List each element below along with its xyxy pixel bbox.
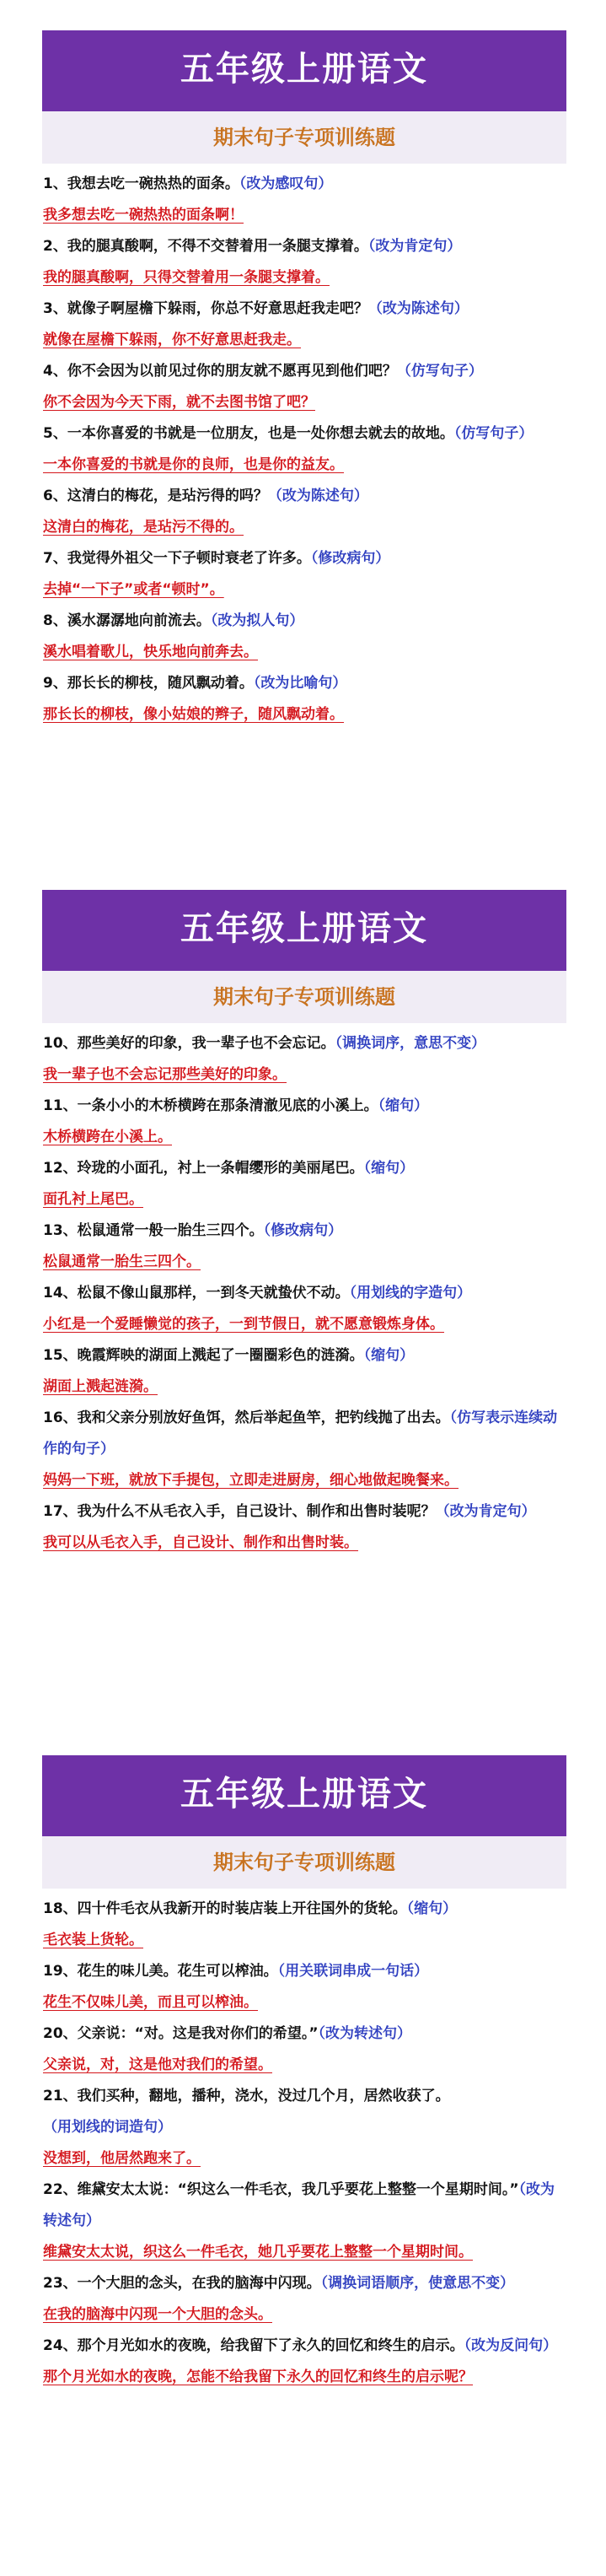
answer (43, 2299, 567, 2331)
question (43, 606, 567, 637)
question-instruction: （仿写句子） (396, 363, 483, 380)
question-text: 17、我为什么不从毛衣入手，自己设计、制作和出售时装呢？ (43, 1503, 436, 1520)
question-instruction: （改为肯定句） (367, 238, 462, 255)
section-subtitle: 期末句子专项训练题 (42, 111, 566, 164)
question (43, 1894, 567, 1925)
question-text: 4、你不会因为以前见过你的朋友就不愿再见到他们吧？ (43, 363, 397, 380)
question-instruction: （修改病句） (310, 550, 390, 567)
question-text: 22、维黛安太太说：“织这么一件毛衣，我几乎要花上整整一个星期时间。” (43, 2181, 519, 2198)
answer-text: 我一辈子也不会忘记那些美好的印象。 (43, 1066, 287, 1083)
question-instruction: （缩句） (406, 1900, 458, 1917)
answer (43, 699, 567, 730)
answer (43, 1122, 567, 1153)
answer-text: 面孔衬上尾巴。 (43, 1191, 143, 1208)
question-instruction: （改为比喻句） (253, 675, 347, 692)
question-instruction: （调换词语顺序，使意思不变） (320, 2275, 515, 2292)
banner-title: 五年级上册语文 (180, 909, 428, 948)
question-text: 1、我想去吃一碗热热的面条。 (43, 175, 239, 192)
question-instruction: （调换词序，意思不变） (335, 1035, 486, 1052)
question (43, 1340, 567, 1372)
answer-text: 湖面上溅起涟漪。 (43, 1378, 158, 1395)
question (43, 1956, 567, 1987)
question-text: 6、这清白的梅花，是玷污得的吗？ (43, 488, 268, 504)
question-text: 2、我的腿真酸啊，不得不交替着用一条腿支撑着。 (43, 238, 368, 255)
question (43, 231, 567, 262)
question-instruction: （缩句） (378, 1097, 429, 1114)
question (43, 481, 567, 512)
answer (43, 2050, 567, 2081)
question-instruction: （仿写表示连续动作的句子） (43, 1409, 558, 1458)
question-instruction: （改为反问句） (464, 2337, 558, 2354)
exercise-list (43, 1028, 567, 1559)
question (43, 356, 567, 387)
question-instruction: （改为陈述句） (267, 488, 368, 504)
answer (43, 574, 567, 606)
question-text: 24、那个月光如水的夜晚，给我留下了永久的回忆和终生的启示。 (43, 2337, 464, 2354)
answer-text: 溪水唱着歌儿，快乐地向前奔去。 (43, 644, 258, 660)
answer (43, 325, 567, 356)
answer (43, 1059, 567, 1091)
question-text: 7、我觉得外祖父一下子顿时衰老了许多。 (43, 550, 311, 567)
question (43, 1496, 567, 1528)
question-instruction: （改为肯定句） (435, 1503, 536, 1520)
answer-text: 木桥横跨在小溪上。 (43, 1129, 172, 1145)
question-text: 16、我和父亲分别放好鱼饵，然后举起鱼竿，把钓线抛了出去。 (43, 1409, 450, 1426)
answer (43, 1247, 567, 1278)
question-text: 11、一条小小的木桥横跨在那条清澈见底的小溪上。 (43, 1097, 378, 1114)
section-banner (42, 30, 566, 111)
question-text: 15、晚霞辉映的湖面上溅起了一圈圈彩色的涟漪。 (43, 1347, 364, 1364)
question-text: 9、那长长的柳枝，随风飘动着。 (43, 675, 254, 692)
answer (43, 1309, 567, 1340)
question-instruction: （仿写句子） (453, 425, 534, 442)
answer-text: 维黛安太太说，织这么一件毛衣，她几乎要花上整整一个星期时间。 (43, 2244, 473, 2261)
question-instruction: （改为转述句） (318, 2025, 412, 2042)
answer (43, 1925, 567, 1956)
section-subtitle: 期末句子专项训练题 (42, 1836, 566, 1889)
question (43, 1153, 567, 1184)
question-instruction: （用划线的词造句） (43, 2119, 172, 2136)
question (43, 668, 567, 699)
answer (43, 262, 567, 294)
question (43, 418, 567, 450)
answer (43, 200, 567, 231)
answer-text: 小红是一个爱睡懒觉的孩子，一到节假日，就不愿意锻炼身体。 (43, 1316, 444, 1333)
answer (43, 1987, 567, 2018)
question-text: 19、花生的味儿美。花生可以榨油。 (43, 1963, 278, 1980)
banner-title: 五年级上册语文 (180, 1775, 428, 1813)
answer (43, 2237, 567, 2268)
question (43, 1215, 567, 1247)
answer-text: 花生不仅味儿美，而且可以榨油。 (43, 1994, 258, 2011)
answer-text: 就像在屋檐下躲雨，你不好意思赶我走。 (43, 331, 301, 348)
section-subtitle: 期末句子专项训练题 (42, 971, 566, 1023)
answer-text: 没想到，他居然跑来了。 (43, 2150, 201, 2167)
answer (43, 1372, 567, 1403)
answer (43, 512, 567, 543)
answer (43, 450, 567, 481)
question-text: 3、就像子啊屋檐下躲雨，你总不好意思赶我走吧？ (43, 300, 368, 317)
question-text: 21、我们买种，翻地，播种，浇水，没过几个月，居然收获了。 (43, 2088, 450, 2104)
question (43, 1278, 567, 1309)
section-banner (42, 890, 566, 971)
question-text: 18、四十件毛衣从我新开的时装店装上开往国外的货轮。 (43, 1900, 407, 1917)
question (43, 543, 567, 574)
answer-text: 这清白的梅花，是玷污不得的。 (43, 519, 244, 536)
question (43, 2331, 567, 2362)
question (43, 294, 567, 325)
question-instruction: （改为拟人句） (210, 612, 304, 629)
answer-text: 父亲说，对，这是他对我们的希望。 (43, 2056, 272, 2073)
question (43, 169, 567, 200)
answer-text: 一本你喜爱的书就是你的良师，也是你的益友。 (43, 456, 344, 473)
answer-text: 松鼠通常一胎生三四个。 (43, 1253, 201, 1270)
exercise-list (43, 1894, 567, 2393)
question-instruction: （修改病句） (263, 1222, 343, 1239)
question-instruction: （用划线的字造句） (349, 1285, 472, 1301)
answer (43, 1528, 567, 1559)
answer-text: 去掉“一下子”或者“顿时”。 (43, 581, 224, 598)
question-text: 23、一个大胆的念头，在我的脑海中闪现。 (43, 2275, 321, 2292)
question (43, 2268, 567, 2299)
question-instruction: （改为陈述句） (367, 300, 469, 317)
question-text: 10、那些美好的印象，我一辈子也不会忘记。 (43, 1035, 335, 1052)
question-instruction: （缩句） (363, 1160, 415, 1177)
answer-text: 我的腿真酸啊，只得交替着用一条腿支撑着。 (43, 269, 330, 286)
answer-text: 那长长的柳枝，像小姑娘的辫子，随风飘动着。 (43, 706, 344, 723)
question (43, 1403, 567, 1465)
answer-text: 妈妈一下班，就放下手提包，立即走进厨房，细心地做起晚餐来。 (43, 1472, 459, 1489)
question-text: 5、一本你喜爱的书就是一位朋友，也是一处你想去就去的故地。 (43, 425, 454, 442)
banner-title: 五年级上册语文 (180, 50, 428, 89)
answer-text: 我可以从毛衣入手，自己设计、制作和出售时装。 (43, 1534, 358, 1551)
question-text: 13、松鼠通常一般一胎生三四个。 (43, 1222, 264, 1239)
answer-text: 你不会因为今天下雨，就不去图书馆了吧？ (43, 394, 315, 411)
question-text: 20、父亲说：“对。这是我对你们的希望。” (43, 2025, 319, 2042)
section-banner (42, 1755, 566, 1836)
question-instruction: （改为感叹句） (239, 175, 333, 192)
question (43, 2081, 567, 2143)
question (43, 2175, 567, 2237)
answer-text: 我多想去吃一碗热热的面条啊！ (43, 207, 244, 224)
question-text: 14、松鼠不像山鼠那样，一到冬天就蛰伏不动。 (43, 1285, 350, 1301)
answer-text: 在我的脑海中闪现一个大胆的念头。 (43, 2306, 272, 2323)
question-text: 8、溪水潺潺地向前流去。 (43, 612, 211, 629)
question-instruction: （缩句） (363, 1347, 415, 1364)
answer (43, 1465, 567, 1496)
answer-text: 那个月光如水的夜晚，怎能不给我留下永久的回忆和终生的启示呢？ (43, 2369, 473, 2385)
question (43, 2018, 567, 2050)
answer-text: 毛衣装上货轮。 (43, 1932, 143, 1948)
answer (43, 2362, 567, 2393)
exercise-list (43, 169, 567, 730)
question-instruction: （用关联词串成一句话） (277, 1963, 429, 1980)
answer (43, 387, 567, 418)
question (43, 1091, 567, 1122)
answer (43, 637, 567, 668)
question-instruction: （改为转述句） (43, 2181, 555, 2229)
answer (43, 2143, 567, 2175)
question-text: 12、玲珑的小面孔，衬上一条帽缨形的美丽尾巴。 (43, 1160, 364, 1177)
question (43, 1028, 567, 1059)
answer (43, 1184, 567, 1215)
